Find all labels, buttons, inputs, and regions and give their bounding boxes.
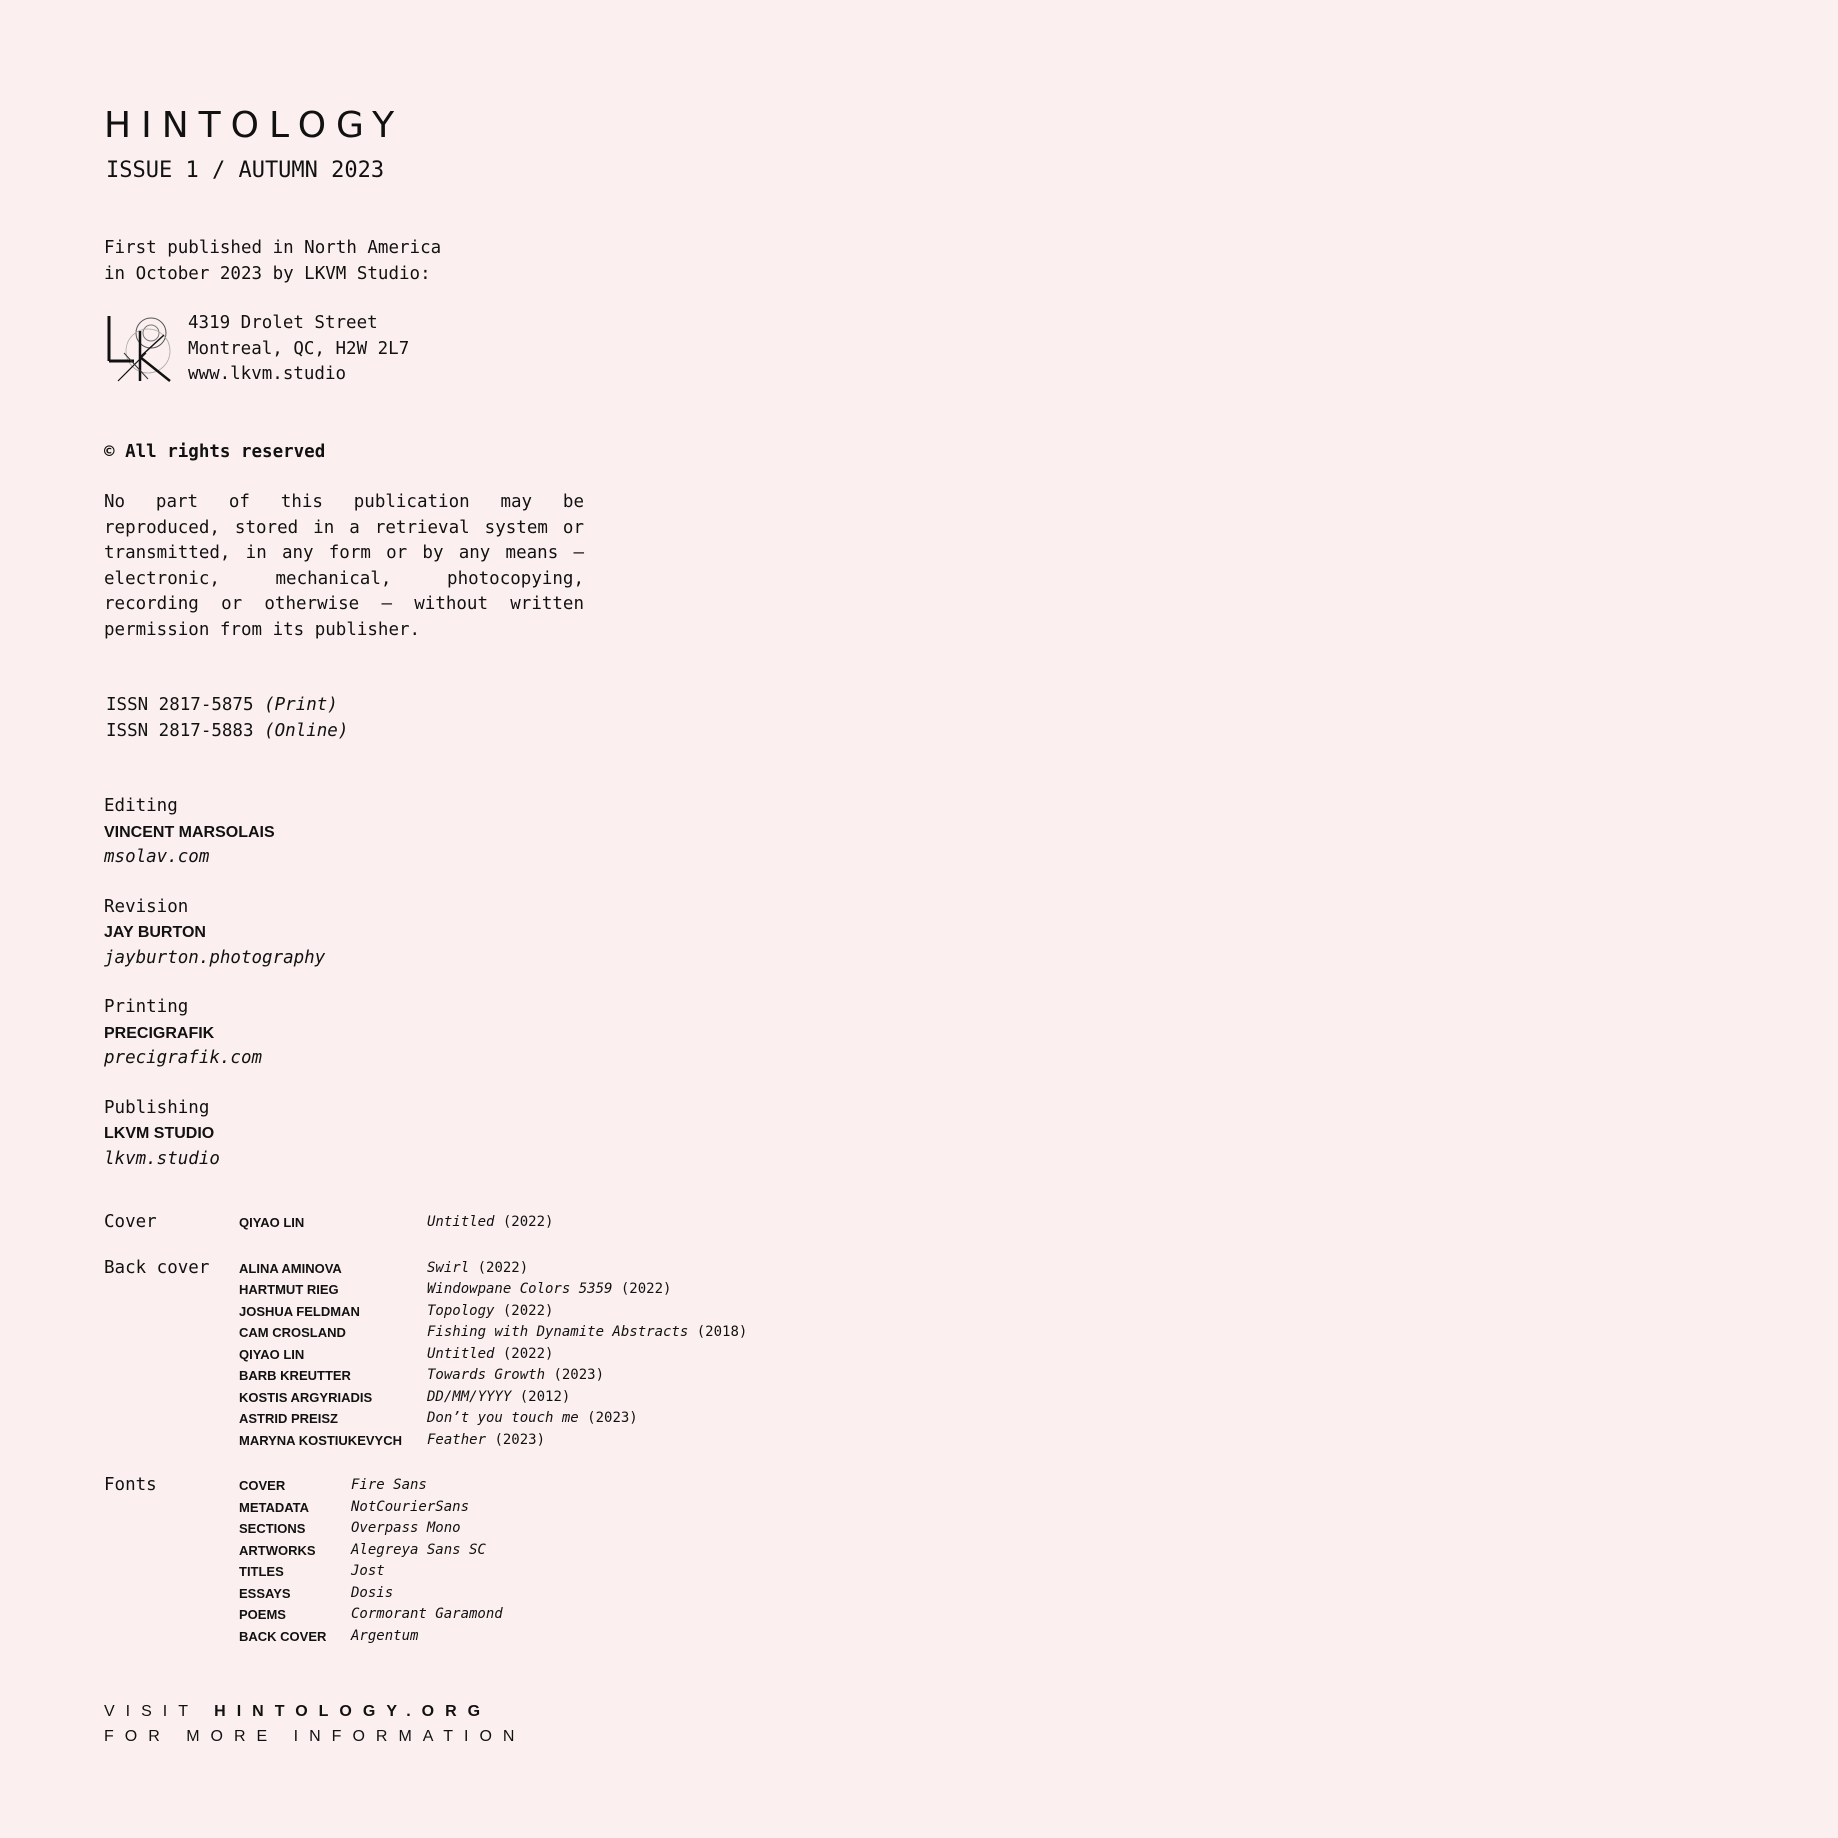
- font-row: [239, 1497, 503, 1519]
- credit-role: Printing: [104, 997, 189, 1017]
- artwork-row: [239, 1279, 747, 1301]
- published-line-2: in October 2023 by LKVM Studio:: [104, 263, 431, 284]
- issn-type: (Print): [264, 695, 338, 715]
- artwork-year: (2012): [519, 1388, 571, 1405]
- colophon-page: [104, 104, 1744, 1749]
- visit-footer: [104, 1699, 1744, 1749]
- artwork-row: [239, 1212, 553, 1234]
- publication-info: [104, 236, 1744, 287]
- artwork-row: [239, 1344, 747, 1366]
- credit-role: Publishing: [104, 1097, 210, 1118]
- artwork-title: Fishing with Dynamite Abstracts: [427, 1324, 689, 1340]
- artist-name: JOSHUA FELDMAN: [239, 1303, 360, 1319]
- artwork-info: [427, 1387, 570, 1409]
- artwork-info: [427, 1258, 528, 1280]
- font-usage: ESSAYS: [239, 1585, 291, 1601]
- back-cover-label: Back cover: [104, 1257, 210, 1278]
- artwork-title: DD/MM/YYYY: [427, 1388, 512, 1405]
- font-name: Jost: [351, 1563, 385, 1579]
- artist-name: HARTMUT RIEG: [239, 1282, 339, 1297]
- issn-block: [104, 693, 1744, 744]
- issn-online: [106, 719, 1744, 745]
- website-link[interactable]: HINTOLOGY.ORG: [214, 1703, 492, 1720]
- artwork-title: Feather: [427, 1431, 487, 1448]
- artist-name: ALINA AMINOVA: [239, 1260, 342, 1276]
- artwork-year: (2023): [553, 1367, 605, 1383]
- font-usage: COVER: [239, 1478, 286, 1493]
- artist-name: MARYNA KOSTIUKEVYCH: [239, 1432, 402, 1448]
- artwork-info: [427, 1408, 638, 1430]
- publisher-address-block: [104, 311, 1744, 388]
- credit-url-link[interactable]: jayburton.photography: [104, 947, 326, 968]
- magazine-title: HINTOLOGY: [104, 105, 405, 146]
- artwork-year: (2022): [502, 1345, 554, 1362]
- font-usage: ARTWORKS: [239, 1542, 316, 1558]
- cover-section: [104, 1212, 1744, 1234]
- credit-name: LKVM STUDIO: [104, 1125, 215, 1142]
- artwork-row: [239, 1322, 747, 1344]
- fonts-rows: [239, 1475, 503, 1647]
- artwork-year: (2018): [696, 1324, 748, 1340]
- lk-monogram-logo-icon: [104, 313, 174, 383]
- artwork-year: (2023): [587, 1410, 638, 1426]
- font-row: [239, 1583, 503, 1605]
- artwork-title: Don’t you touch me: [427, 1410, 579, 1426]
- issn-type: (Online): [264, 720, 349, 741]
- artist-name: KOSTIS ARGYRIADIS: [239, 1389, 373, 1405]
- fonts-section: [104, 1475, 1744, 1647]
- back-cover-section: [104, 1258, 1744, 1452]
- font-row: [239, 1518, 503, 1540]
- credit-role: Editing: [104, 796, 178, 816]
- font-usage: METADATA: [239, 1499, 310, 1515]
- credits-list: [104, 794, 1744, 1172]
- font-name: Dosis: [351, 1584, 394, 1601]
- artwork-year: (2022): [502, 1302, 554, 1319]
- font-usage: BACK COVER: [239, 1628, 327, 1644]
- publisher-website-link[interactable]: www.lkvm.studio: [188, 364, 347, 384]
- artwork-title: Untitled: [427, 1214, 495, 1230]
- artwork-title: Windowpane Colors 5359: [427, 1281, 613, 1297]
- artwork-title: Swirl: [427, 1259, 470, 1276]
- credit-revision: [104, 895, 1744, 972]
- credit-name: VINCENT MARSOLAIS: [104, 823, 275, 841]
- font-row: [239, 1475, 503, 1497]
- artist-name: ASTRID PREISZ: [239, 1411, 338, 1426]
- credit-printing: [104, 995, 1744, 1072]
- back-cover-rows: [239, 1258, 747, 1452]
- address-city: Montreal, QC, H2W 2L7: [188, 338, 410, 359]
- artwork-info: [427, 1212, 553, 1234]
- artwork-row: [239, 1408, 747, 1430]
- font-name: Argentum: [351, 1627, 419, 1644]
- fonts-label: Fonts: [104, 1475, 157, 1495]
- visit-line: [104, 1699, 1744, 1724]
- artwork-info: [427, 1365, 604, 1387]
- font-usage: SECTIONS: [239, 1521, 306, 1536]
- issue-label: ISSUE 1 / AUTUMN 2023: [106, 158, 385, 183]
- font-name: Fire Sans: [351, 1477, 427, 1493]
- artist-name: CAM CROSLAND: [239, 1325, 346, 1340]
- font-row: [239, 1561, 503, 1583]
- artist-name: QIYAO LIN: [239, 1215, 305, 1230]
- artwork-info: [427, 1322, 747, 1344]
- artwork-title: Topology: [427, 1302, 495, 1319]
- font-name: Overpass Mono: [351, 1520, 461, 1536]
- rights-title: © All rights reserved: [104, 441, 326, 462]
- font-name: NotCourierSans: [351, 1498, 470, 1515]
- artist-name: BARB KREUTTER: [239, 1368, 351, 1383]
- cover-rows: [239, 1212, 553, 1234]
- artwork-row: [239, 1301, 747, 1323]
- font-name: Alegreya Sans SC: [351, 1541, 486, 1558]
- font-name: Cormorant Garamond: [351, 1606, 503, 1622]
- address-street: 4319 Drolet Street: [188, 313, 378, 333]
- artwork-year: (2022): [477, 1259, 529, 1276]
- font-usage: TITLES: [239, 1564, 284, 1579]
- artwork-info: [427, 1301, 553, 1323]
- rights-body: No part of this publication may be reproduced, stored in a retrieval system or transmitted, in any form or by any means – electronic, mechanical, photocopying, recording or otherwise – without written permission from its publisher.: [104, 492, 584, 640]
- artwork-info: [427, 1279, 671, 1301]
- font-usage: POEMS: [239, 1607, 286, 1622]
- font-row: [239, 1626, 503, 1648]
- credit-publishing: [104, 1096, 1744, 1173]
- artist-name: QIYAO LIN: [239, 1346, 305, 1362]
- cover-label: Cover: [104, 1212, 157, 1232]
- artwork-year: (2022): [502, 1214, 554, 1230]
- artwork-row: [239, 1258, 747, 1280]
- publisher-address: [188, 311, 409, 388]
- artwork-row: [239, 1430, 747, 1452]
- artwork-title: Untitled: [427, 1345, 495, 1362]
- font-row: [239, 1540, 503, 1562]
- artwork-row: [239, 1365, 747, 1387]
- issn-print: [106, 693, 1744, 719]
- artwork-year: (2023): [494, 1431, 546, 1448]
- artwork-info: [427, 1344, 553, 1366]
- issn-number: ISSN 2817-5875: [106, 695, 254, 715]
- credit-name: JAY BURTON: [104, 924, 206, 941]
- artwork-year: (2022): [620, 1281, 672, 1297]
- credit-url-link[interactable]: precigrafik.com: [104, 1048, 263, 1068]
- artwork-row: [239, 1387, 747, 1409]
- credit-editing: [104, 794, 1744, 871]
- font-row: [239, 1604, 503, 1626]
- credit-url-link[interactable]: lkvm.studio: [104, 1148, 220, 1169]
- published-line-1: First published in North America: [104, 238, 442, 258]
- credit-role: Revision: [104, 896, 189, 917]
- credit-name: PRECIGRAFIK: [104, 1024, 215, 1042]
- issn-number: ISSN 2817-5883: [106, 720, 254, 741]
- credit-url-link[interactable]: msolav.com: [104, 847, 210, 867]
- artwork-info: [427, 1430, 545, 1452]
- artwork-title: Towards Growth: [427, 1367, 546, 1383]
- visit-label: VISIT: [104, 1703, 199, 1720]
- more-info-line: FOR MORE INFORMATION: [104, 1728, 526, 1745]
